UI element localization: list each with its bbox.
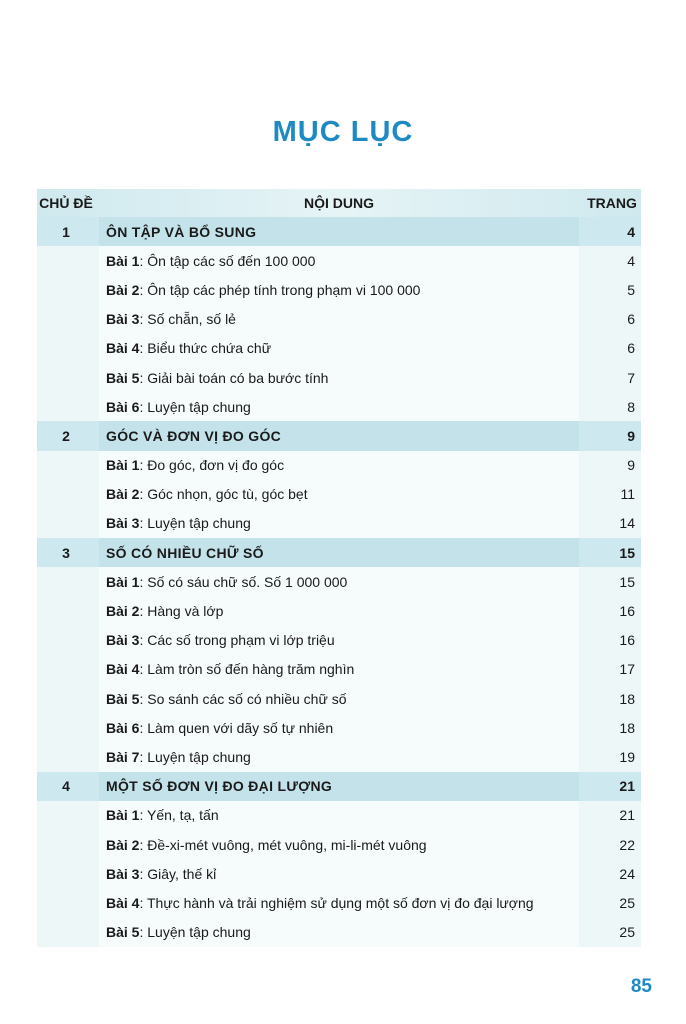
entry-content	[99, 626, 579, 655]
lesson-title: : Hàng và lớp	[139, 603, 224, 620]
page-title: MỤC LỤC	[272, 116, 414, 148]
lesson-title: : Luyện tập chung	[139, 748, 251, 765]
entry-page: 19	[619, 748, 635, 765]
chapter-title: SỐ CÓ NHIỀU CHỮ SỐ	[106, 544, 264, 561]
toc-body	[37, 217, 641, 947]
lesson-row[interactable]	[37, 509, 641, 538]
lesson-title: : Làm quen với dãy số tự nhiên	[139, 719, 334, 736]
entry-content	[99, 830, 579, 859]
lesson-label: Bài 3	[106, 865, 140, 882]
lesson-row[interactable]	[37, 918, 641, 947]
lesson-title: : Giải bài toán có ba bước tính	[139, 369, 329, 386]
entry-page: 18	[619, 719, 635, 736]
entry-page: 17	[619, 661, 635, 678]
lesson-label: Bài 5	[106, 924, 140, 941]
lesson-title: : Yến, tạ, tấn	[139, 807, 219, 824]
chapter-number: 2	[62, 427, 70, 444]
entry-page: 7	[627, 369, 635, 386]
header-page: TRANG	[587, 195, 637, 211]
entry-page: 6	[627, 340, 635, 357]
chapter-number: 3	[62, 544, 70, 561]
entry-content	[99, 217, 579, 246]
chapter-row[interactable]	[37, 217, 641, 246]
lesson-label: Bài 4	[106, 894, 140, 911]
lesson-label: Bài 6	[106, 398, 140, 415]
lesson-label: Bài 4	[106, 661, 140, 678]
lesson-row[interactable]	[37, 363, 641, 392]
lesson-title: : Biểu thức chứa chữ	[139, 340, 272, 357]
lesson-label: Bài 5	[106, 690, 140, 707]
lesson-row[interactable]	[37, 392, 641, 421]
lesson-label: Bài 1	[106, 457, 140, 474]
chapter-title: MỘT SỐ ĐƠN VỊ ĐO ĐẠI LƯỢNG	[106, 778, 333, 795]
lesson-title: : Thực hành và trải nghiệm sử dụng một số đơn vị đo đại lượng	[139, 894, 534, 911]
entry-page: 16	[619, 632, 635, 649]
entry-page: 8	[627, 398, 635, 415]
lesson-title: : Luyện tập chung	[139, 924, 251, 941]
entry-content	[99, 451, 579, 480]
entry-page: 4	[627, 223, 635, 240]
entry-page: 22	[619, 836, 635, 853]
entry-content	[99, 918, 579, 947]
lesson-label: Bài 3	[106, 515, 140, 532]
entry-content	[99, 538, 579, 567]
lesson-row[interactable]	[37, 742, 641, 771]
lesson-row[interactable]	[37, 305, 641, 334]
entry-content	[99, 684, 579, 713]
lesson-row[interactable]	[37, 655, 641, 684]
lesson-title: : Luyện tập chung	[139, 515, 251, 532]
entry-page: 25	[619, 924, 635, 941]
entry-page: 16	[619, 603, 635, 620]
chapter-row[interactable]	[37, 772, 641, 801]
entry-content	[99, 596, 579, 625]
entry-content	[99, 246, 579, 275]
lesson-label: Bài 2	[106, 486, 140, 503]
lesson-title: : Đo góc, đơn vị đo góc	[139, 457, 285, 474]
lesson-label: Bài 2	[106, 281, 140, 298]
entry-content	[99, 772, 579, 801]
entry-page: 4	[627, 252, 635, 269]
entry-page: 21	[619, 778, 635, 795]
lesson-title: : Đề-xi-mét vuông, mét vuông, mi-li-mét vuông	[139, 836, 427, 853]
lesson-title: : Ôn tập các phép tính trong phạm vi 100 000	[139, 281, 421, 298]
lesson-label: Bài 2	[106, 836, 140, 853]
entry-page: 15	[619, 573, 635, 590]
lesson-label: Bài 1	[106, 573, 140, 590]
entry-content	[99, 713, 579, 742]
lesson-row[interactable]	[37, 859, 641, 888]
lesson-row[interactable]	[37, 713, 641, 742]
entry-content	[99, 509, 579, 538]
entry-page: 21	[619, 807, 635, 824]
lesson-label: Bài 7	[106, 748, 140, 765]
entry-page: 18	[619, 690, 635, 707]
lesson-title: : Góc nhọn, góc tù, góc bẹt	[139, 486, 308, 503]
lesson-title: : Số chẵn, số lẻ	[139, 311, 236, 328]
entry-page: 24	[619, 865, 635, 882]
table-of-contents	[37, 189, 641, 947]
lesson-label: Bài 3	[106, 632, 140, 649]
entry-page: 11	[620, 486, 635, 503]
lesson-title: : Giây, thế kỉ	[139, 865, 217, 882]
lesson-row[interactable]	[37, 626, 641, 655]
entry-content	[99, 742, 579, 771]
chapter-row[interactable]	[37, 421, 641, 450]
lesson-title: : Các số trong phạm vi lớp triệu	[139, 632, 335, 649]
lesson-row[interactable]	[37, 275, 641, 304]
entry-content	[99, 305, 579, 334]
header-content: NỘI DUNG	[304, 195, 374, 211]
entry-content	[99, 655, 579, 684]
page-number: 85	[630, 976, 652, 997]
entry-content	[99, 334, 579, 363]
lesson-label: Bài 1	[106, 252, 140, 269]
chapter-number: 4	[62, 778, 70, 795]
entry-content	[99, 801, 579, 830]
chapter-row[interactable]	[37, 538, 641, 567]
entry-content	[99, 859, 579, 888]
lesson-row[interactable]	[37, 684, 641, 713]
lesson-row[interactable]	[37, 451, 641, 480]
entry-content	[99, 567, 579, 596]
entry-page: 9	[627, 457, 635, 474]
entry-content	[99, 275, 579, 304]
chapter-title: ÔN TẬP VÀ BỔ SUNG	[106, 223, 257, 240]
lesson-row[interactable]	[37, 596, 641, 625]
lesson-row[interactable]	[37, 480, 641, 509]
toc-header-row	[37, 189, 641, 217]
lesson-title: : Làm tròn số đến hàng trăm nghìn	[139, 661, 355, 678]
entry-page: 5	[627, 281, 635, 298]
lesson-label: Bài 5	[106, 369, 140, 386]
lesson-title: : Số có sáu chữ số. Số 1 000 000	[139, 573, 348, 590]
lesson-title: : Luyện tập chung	[139, 398, 251, 415]
chapter-number: 1	[62, 223, 70, 240]
lesson-title: : So sánh các số có nhiều chữ số	[139, 690, 347, 707]
entry-content	[99, 421, 579, 450]
entry-page: 9	[627, 427, 635, 444]
entry-page: 6	[627, 311, 635, 328]
entry-page: 14	[619, 515, 635, 532]
lesson-row[interactable]	[37, 801, 641, 830]
entry-content	[99, 480, 579, 509]
lesson-label: Bài 6	[106, 719, 140, 736]
lesson-row[interactable]	[37, 888, 641, 917]
lesson-title: : Ôn tập các số đến 100 000	[139, 252, 316, 269]
entry-content	[99, 363, 579, 392]
entry-content	[99, 888, 579, 917]
lesson-row[interactable]	[37, 246, 641, 275]
lesson-label: Bài 2	[106, 603, 140, 620]
lesson-label: Bài 1	[106, 807, 140, 824]
lesson-label: Bài 3	[106, 311, 140, 328]
lesson-row[interactable]	[37, 334, 641, 363]
entry-page: 15	[619, 544, 635, 561]
chapter-title: GÓC VÀ ĐƠN VỊ ĐO GÓC	[106, 427, 282, 444]
entry-content	[99, 392, 579, 421]
lesson-row[interactable]	[37, 830, 641, 859]
lesson-label: Bài 4	[106, 340, 140, 357]
lesson-row[interactable]	[37, 567, 641, 596]
header-chapter: CHỦ ĐỀ	[39, 195, 93, 211]
entry-page: 25	[619, 894, 635, 911]
